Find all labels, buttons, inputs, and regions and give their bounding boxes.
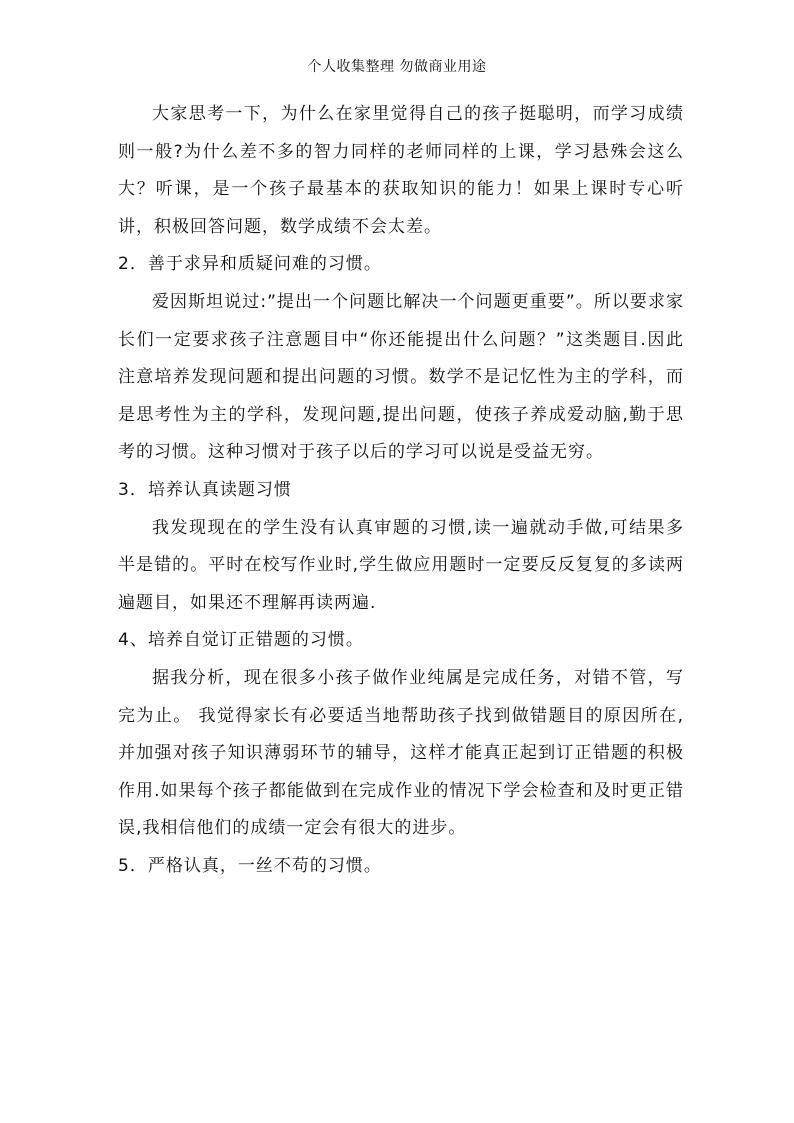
page-header: 个人收集整理 勿做商业用途	[307, 59, 487, 75]
paragraph-correction: 据我分析，现在很多小孩子做作业纯属是完成任务，对错不管，写完为止。 我觉得家长有必要适当地帮助孩子找到做错题目的原因所在,并加强对孩子知识薄弱环节的辅导，这样才能真正起到订正错题的积极作用.如果每个孩子都能做到在完成作业的情况下学会检查和及时更正错误,我相信他们的成绩一定会有很大的进步。	[118, 667, 684, 839]
heading-habit-5: 5．严格认真，一丝不苟的习惯。	[118, 855, 382, 876]
heading-habit-2: 2．善于求异和质疑问难的习惯。	[118, 254, 382, 275]
document-body	[118, 96, 684, 885]
heading-habit-3: 3．培养认真读题习惯	[118, 479, 292, 500]
heading-habit-4: 4、培养自觉订正错题的习惯。	[118, 630, 364, 651]
paragraph-reading: 我发现现在的学生没有认真审题的习惯,读一遍就动手做,可结果多半是错的。平时在校写作业时,学生做应用题时一定要反反复复的多读两遍题目，如果还不理解再读两遍.	[118, 517, 684, 613]
paragraph-listening: 大家思考一下，为什么在家里觉得自己的孩子挺聪明，而学习成绩则一般?为什么差不多的智力同样的老师同样的上课，学习悬殊会这么大？听课，是一个孩子最基本的获取知识的能力！如果上课时专心听讲，积极回答问题，数学成绩不会太差。	[118, 104, 684, 237]
paragraph-questioning: 爱因斯坦说过:”提出一个问题比解决一个问题更重要”。所以要求家长们一定要求孩子注意题目中“你还能提出什么问题？”这类题目.因此注意培养发现问题和提出问题的习惯。数学不是记忆性为主的学科，而是思考性为主的学科，发现问题,提出问题，使孩子养成爱动脑,勤于思考的习惯。这种习惯对于孩子以后的学习可以说是受益无穷。	[118, 291, 684, 463]
